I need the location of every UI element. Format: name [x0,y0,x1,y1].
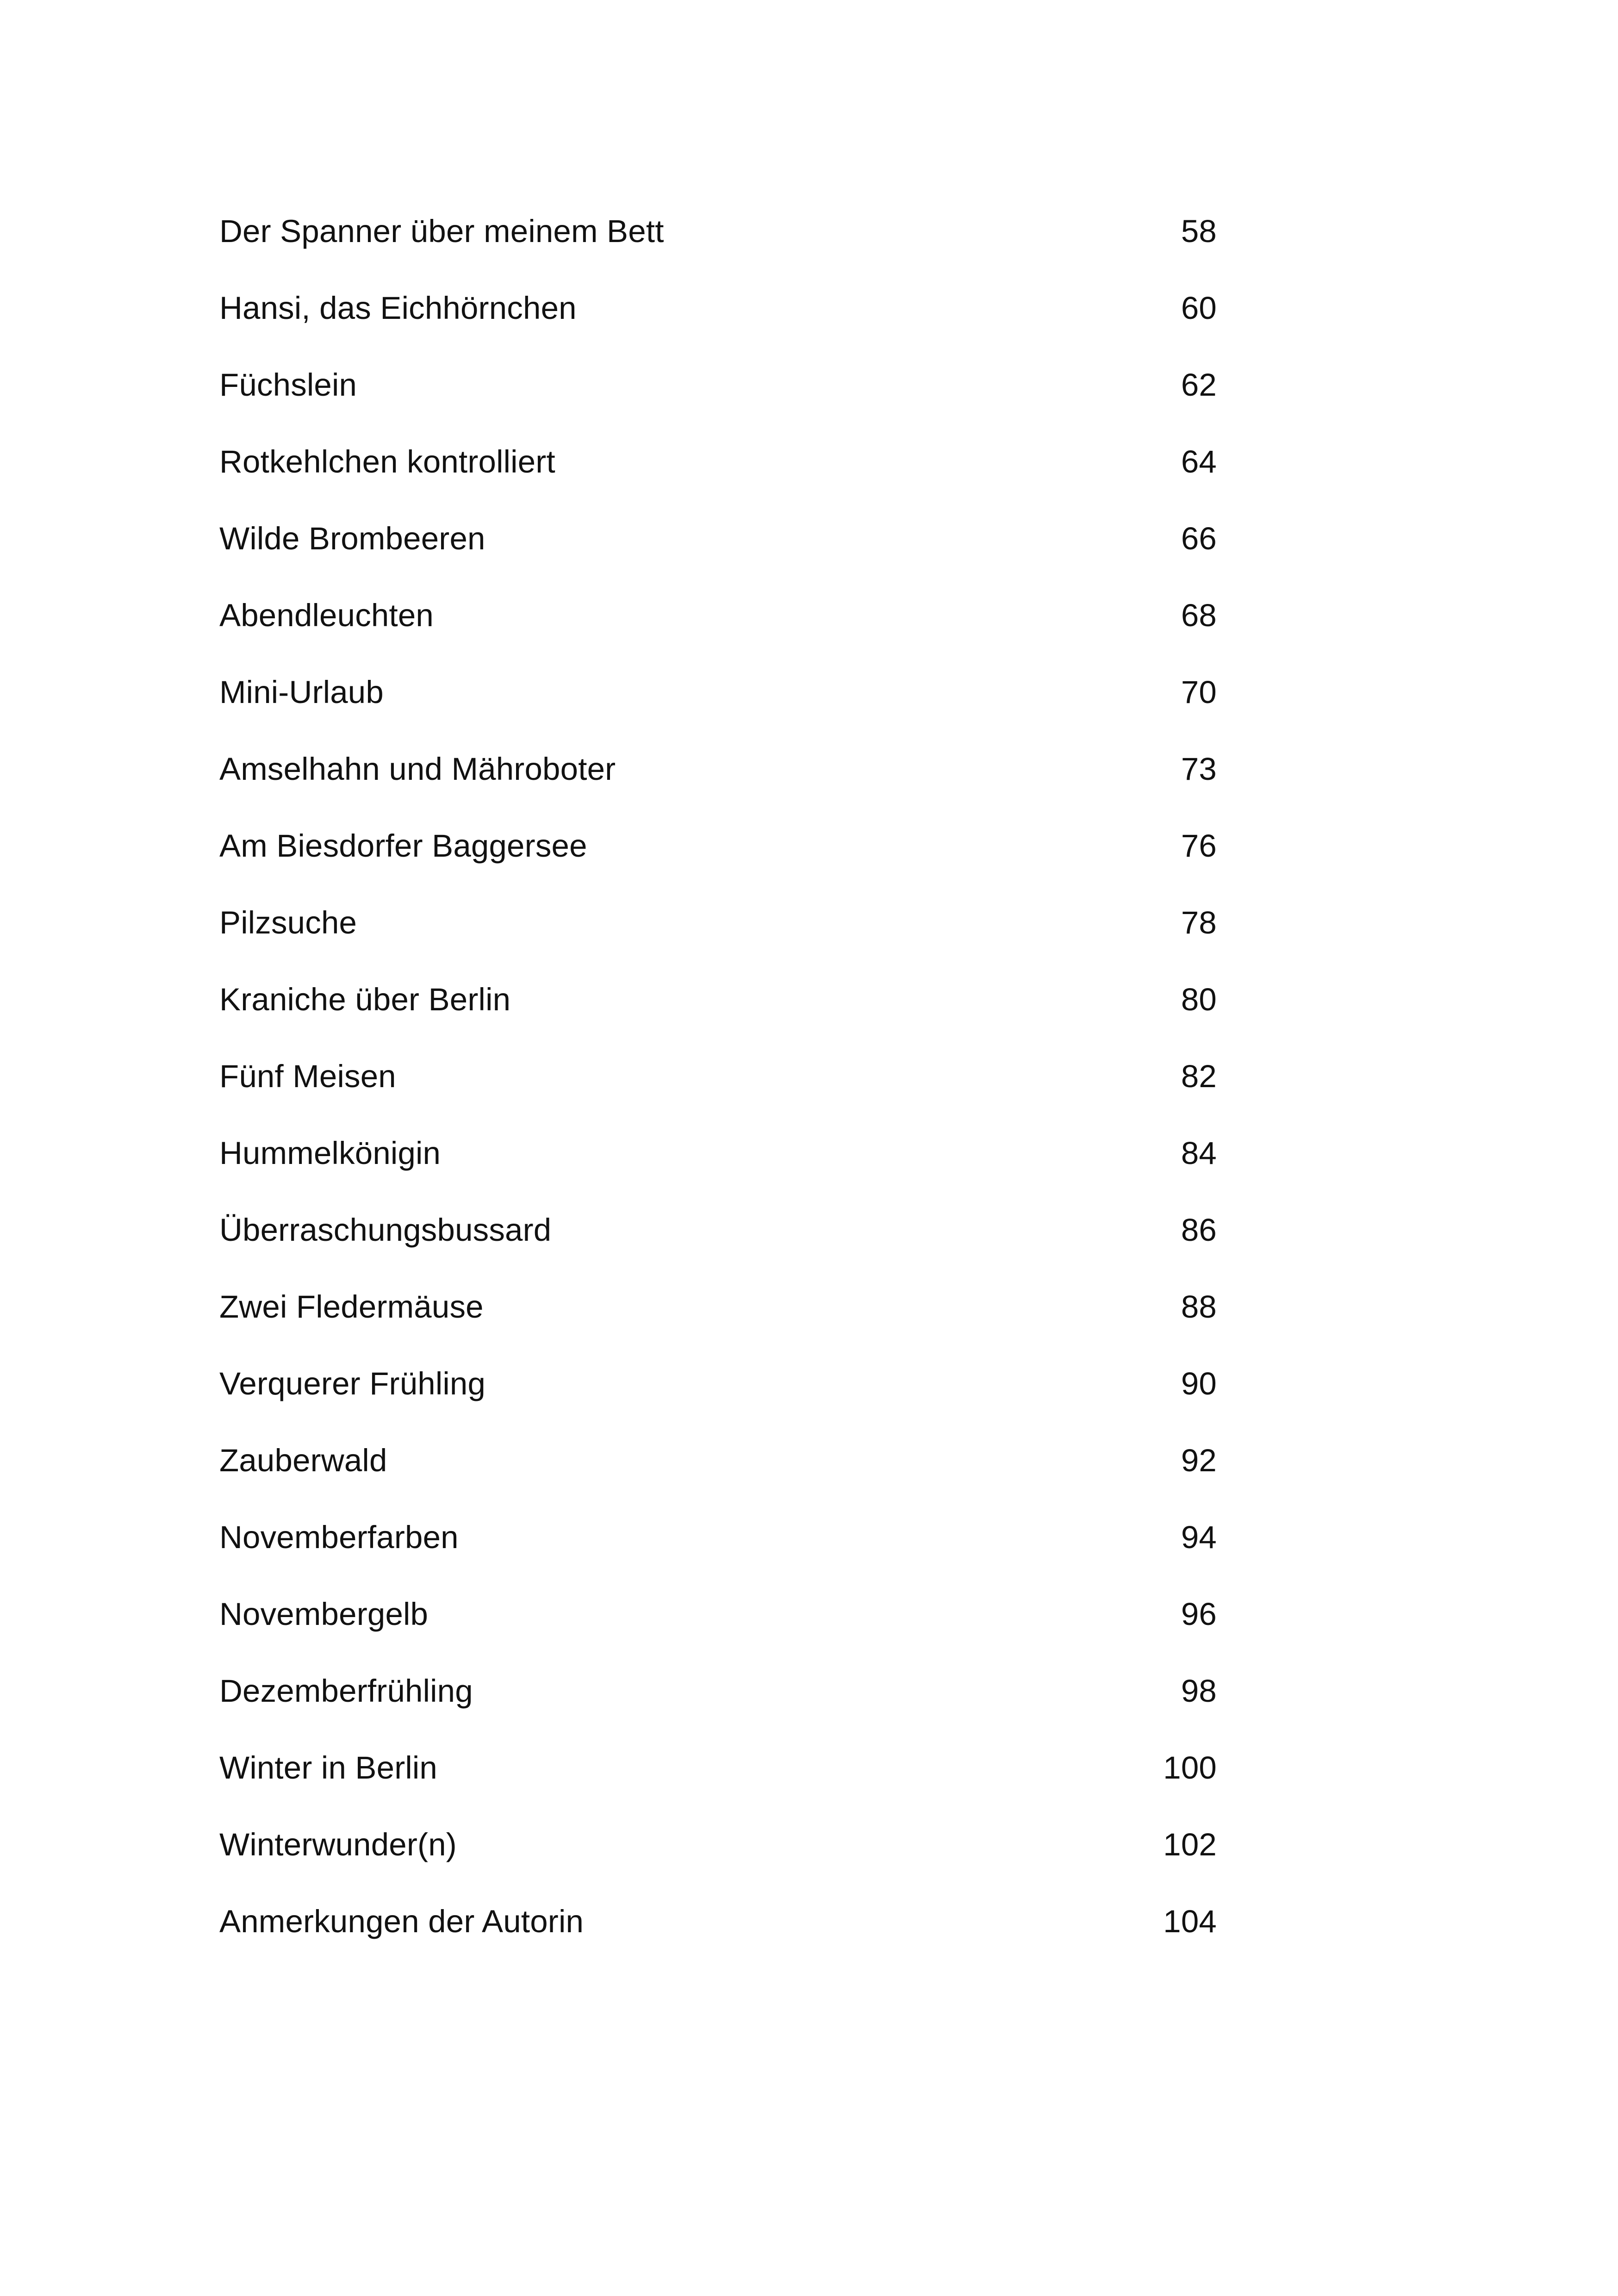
toc-entry [219,1669,1217,1746]
toc-entry [219,1362,1217,1438]
toc-entry [219,1208,1217,1285]
toc-entry-title: Wilde Brombeeren [219,521,485,556]
toc-entry-page-number: 84 [1181,1135,1217,1171]
toc-entry-page-number: 68 [1181,597,1217,633]
toc-entry-title: Rotkehlchen kontrolliert [219,444,555,479]
toc-entry [219,1131,1217,1208]
toc-entry [219,747,1217,824]
toc-entry [219,286,1217,363]
toc-entry [219,516,1217,593]
toc-entry [219,1899,1217,1976]
toc-entry-title: Hummelkönigin [219,1135,441,1171]
toc-entry [219,1285,1217,1362]
toc-entry-page-number: 90 [1181,1366,1217,1401]
toc-entry-page-number: 88 [1181,1289,1217,1325]
toc-entry-title: Abendleuchten [219,597,434,633]
toc-entry-title: Mini-Urlaub [219,674,384,710]
toc-entry-title: Novembergelb [219,1596,429,1632]
toc-entry-page-number: 86 [1181,1212,1217,1248]
toc-entry-page-number: 70 [1181,674,1217,710]
toc-entry-page-number: 92 [1181,1443,1217,1478]
toc-entry [219,593,1217,670]
toc-entry-title: Winter in Berlin [219,1750,438,1786]
toc-entry-page-number: 64 [1181,444,1217,479]
toc-entry-page-number: 96 [1181,1596,1217,1632]
toc-entry [219,209,1217,286]
toc-entry-title: Hansi, das Eichhörnchen [219,290,577,326]
toc-entry [219,1054,1217,1131]
toc-entry [219,1438,1217,1515]
toc-entry-page-number: 66 [1181,521,1217,556]
toc-entry [219,901,1217,977]
toc-entry-title: Am Biesdorfer Baggersee [219,828,587,864]
toc-entry-title: Der Spanner über meinem Bett [219,213,664,249]
toc-entry-title: Winterwunder(n) [219,1827,457,1862]
toc-entry [219,440,1217,516]
toc-entry-title: Füchslein [219,367,357,403]
toc-entry-page-number: 76 [1181,828,1217,864]
toc-entry-title: Zwei Fledermäuse [219,1289,484,1325]
toc-entry [219,363,1217,440]
toc-entry-page-number: 80 [1181,982,1217,1017]
toc-entry [219,1515,1217,1592]
toc-entry-title: Kraniche über Berlin [219,982,511,1017]
toc-entry [219,670,1217,747]
toc-entry-page-number: 100 [1163,1750,1217,1786]
toc-entry-title: Überraschungsbussard [219,1212,552,1248]
toc-entry-page-number: 104 [1163,1904,1217,1939]
toc-entry-title: Amselhahn und Mähroboter [219,751,616,787]
toc-entry-page-number: 94 [1181,1519,1217,1555]
toc-entry-page-number: 98 [1181,1673,1217,1709]
toc-entry-page-number: 78 [1181,905,1217,940]
toc-entry-title: Zauberwald [219,1443,387,1478]
toc-entry-title: Verquerer Frühling [219,1366,486,1401]
toc-entry-page-number: 58 [1181,213,1217,249]
toc-entry-title: Pilzsuche [219,905,357,940]
toc-entry [219,1823,1217,1899]
toc-entry [219,1592,1217,1669]
toc-entry [219,977,1217,1054]
toc-entry-page-number: 60 [1181,290,1217,326]
toc-entry-title: Dezemberfrühling [219,1673,473,1709]
toc-entry-page-number: 62 [1181,367,1217,403]
toc-entry-title: Anmerkungen der Autorin [219,1904,584,1939]
toc-entry-title: Fünf Meisen [219,1058,396,1094]
toc-entry [219,1746,1217,1823]
toc-entry-page-number: 73 [1181,751,1217,787]
toc-entry [219,824,1217,901]
toc-entry-title: Novemberfarben [219,1519,459,1555]
table-of-contents [219,209,1217,1976]
toc-entry-page-number: 102 [1163,1827,1217,1862]
toc-entry-page-number: 82 [1181,1058,1217,1094]
